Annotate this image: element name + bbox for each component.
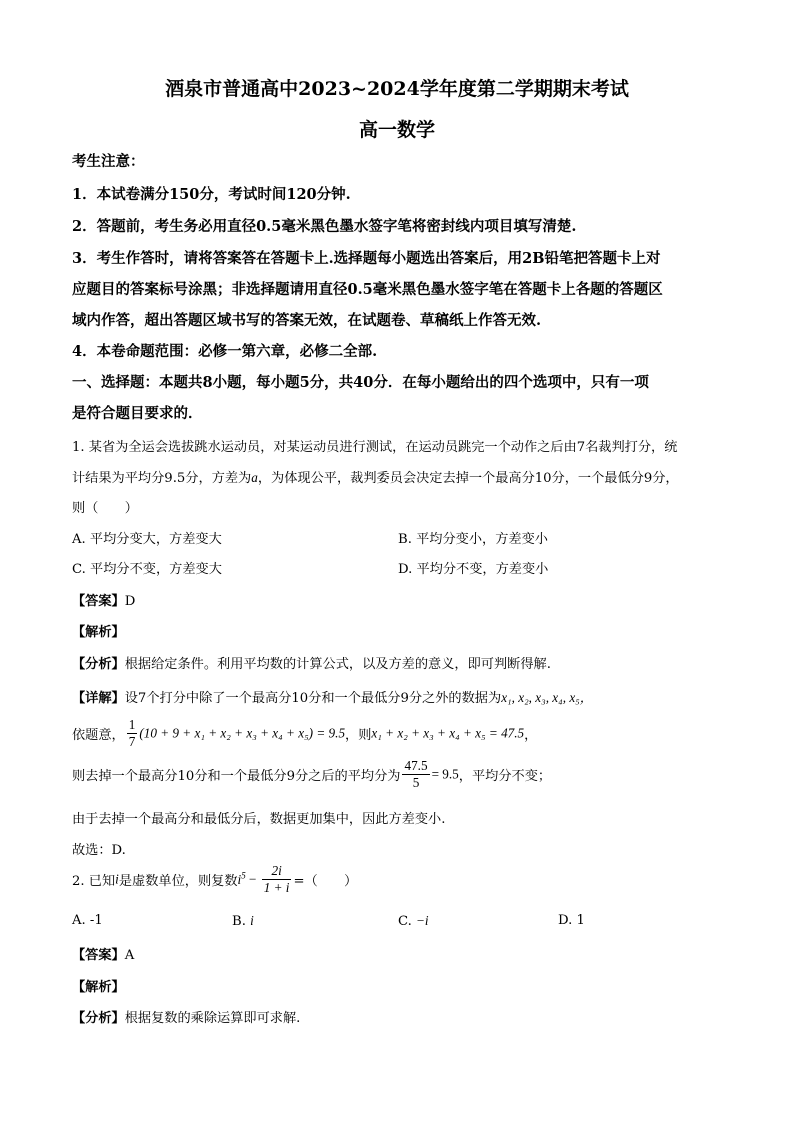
answer-value: A [124,948,135,963]
q1-conclusion: 由于去掉一个最高分和最低分后，数据更加集中，因此方差变小. [72,812,446,827]
exam-subject: 高一数学 [358,119,435,141]
notice-item-3-line-2: 应题目的答案标号涂黑；非选择题请用直径0.5毫米黑色墨水签字笔在答题卡上各题的答题区 [72,281,663,298]
fraction-2i-over-1-plus-i [262,863,292,896]
q1-stem-text: 计结果为平均分9.5分，方差为 [72,471,252,486]
imaginary-unit: i [115,871,119,887]
q1-option-c: C. 平均分不变，方差变大 [72,562,222,577]
q2-answer [72,944,134,963]
q1-fenxi [72,653,551,672]
option-value: i [250,913,254,928]
avg-expression: = 9.5 [431,766,459,782]
q2-stem-mid: 是虚数单位，则复数 [118,874,238,889]
q2-option-b [232,913,254,929]
notice-item-1: 1．本试卷满分150分，考试时间120分钟. [72,186,351,203]
notice-item-3-line-3: 域内作答，超出答题区域书写的答案无效，在试题卷、草稿纸上作答无效. [72,312,542,329]
avg-prefix: 则去掉一个最高分10分和一个最低分9分之后的平均分为 [72,769,401,784]
fraction-denominator: 7 [128,734,136,749]
minus-sign: − [245,871,260,887]
fenxi-label: 【分析】 [72,657,125,672]
q2-stem-prefix: 2. 已知 [72,874,116,889]
q1-calc-line [72,717,537,750]
fenxi-label: 【分析】 [72,1011,125,1026]
q1-stem-line-2 [72,467,679,486]
q1-option-a: A. 平均分变大，方差变大 [72,532,222,547]
q1-stem-text-cont: ，为体现公平，裁判委员会决定去掉一个最高分10分，一个最低分9分， [257,471,679,486]
option-label: C. [398,914,412,929]
q1-answer [72,590,135,609]
q2-stem [72,863,357,896]
power-exponent: 5 [241,870,246,881]
exam-title: 酒泉市普通高中2023~2024学年度第二学期期末考试 [165,78,629,100]
q1-choose: 故选：D. [72,843,126,858]
calc-then: ，则 [345,728,372,743]
notice-heading: 考生注意： [72,153,145,170]
data-variables: x₁, x₂, x₃, x₄, x₅， [501,690,593,705]
q2-option-a: A. -1 [72,913,103,928]
q1-option-d: D. 平均分不变，方差变小 [398,562,549,577]
fraction-average [402,758,429,791]
answer-label: 【答案】 [72,948,125,963]
fraction-one-seventh [127,717,138,750]
notice-item-2: 2．答题前，考生务必用直径0.5毫米黑色墨水签字笔将密封线内项目填写清楚. [72,218,577,235]
option-value: −i [416,913,429,928]
q2-fenxi [72,1007,300,1026]
calc-prefix: 依题意， [72,728,125,743]
avg-suffix: ，平均分不变； [458,769,552,784]
fenxi-text: 根据复数的乘除运算即可求解. [124,1011,301,1026]
q2-option-d: D. 1 [558,913,585,928]
q2-stem-suffix: =（ ） [293,874,358,889]
fraction-numerator: 47.5 [404,758,428,773]
i-power-expression [238,872,246,887]
xiangjie-text: 设7个打分中除了一个最高分10分和一个最低分9分之外的数据为 [124,691,502,706]
fenxi-text: 根据给定条件。利用平均数的计算公式，以及方差的意义，即可判断得解. [124,657,551,672]
q2-analysis-label: 【解析】 [72,980,125,995]
q1-average-line [72,758,551,791]
power-base: i [237,872,242,888]
calc-end: ， [524,728,538,743]
option-label: B. [232,914,246,929]
notice-item-4: 4．本卷命题范围：必修一第六章，必修二全部. [72,343,378,360]
calc-expression: (10 + 9 + x₁ + x₂ + x₃ + x₄ + x₅) = 9.5 [139,725,346,741]
fraction-numerator: 2i [262,863,292,880]
fraction-numerator: 1 [128,717,136,732]
section-heading-line-1: 一、选择题：本题共8小题，每小题5分，共40分．在每小题给出的四个选项中，只有一项 [72,374,649,391]
q1-option-b: B. 平均分变小，方差变小 [398,532,548,547]
calc-sum: x₁ + x₂ + x₃ + x₄ + x₅ = 47.5 [371,725,525,741]
q1-variance-symbol: a [251,470,258,485]
fraction-denominator: 5 [412,775,420,790]
section-heading-line-2: 是符合题目要求的． [72,405,203,422]
q1-xiangjie [72,687,593,706]
notice-item-3-line-1: 3．考生作答时，请将答案答在答题卡上.选择题每小题选出答案后，用2B铅笔把答题卡上对 [72,250,661,267]
q1-analysis-label: 【解析】 [72,625,125,640]
answer-value: D [124,594,136,609]
answer-label: 【答案】 [72,594,125,609]
q2-option-c [398,913,429,929]
q1-stem-line-3: 则（ ） [72,501,138,516]
q1-stem-line-1: 1. 某省为全运会选拔跳水运动员，对某运动员进行测试，在运动员跳完一个动作之后由7名裁判打分，统 [72,440,678,455]
xiangjie-label: 【详解】 [72,691,125,706]
fraction-denominator: 1 + i [263,880,290,895]
